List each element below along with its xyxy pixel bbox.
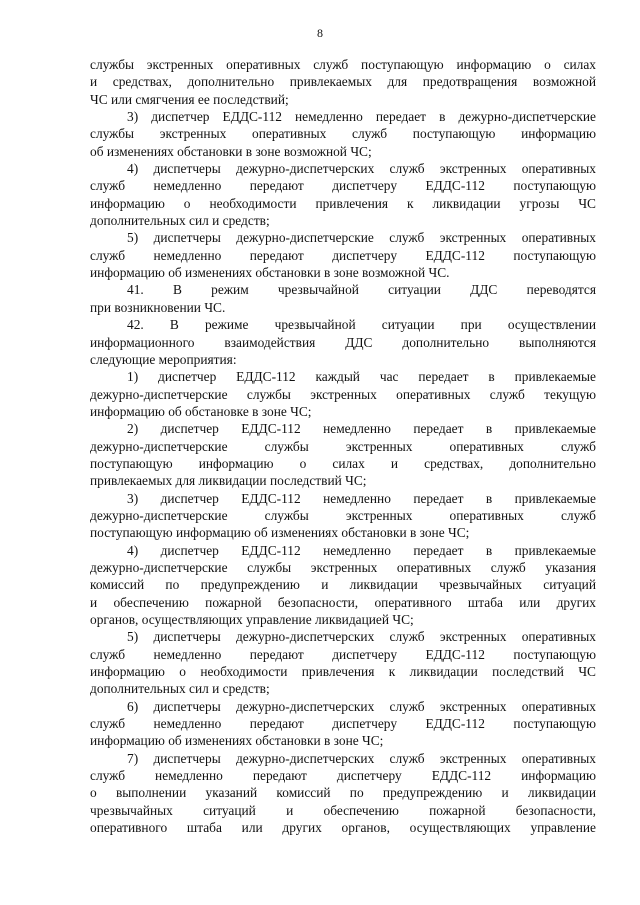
text-line: дежурно-диспетчерские службы экстренных оперативных служб	[90, 507, 596, 523]
text-line: информацию об изменениях обстановки в зоне возможной ЧС.	[90, 265, 450, 281]
text-line: о выполнении указаний комиссий по предупреждению и ликвидации	[90, 785, 596, 801]
text-line: информацию об изменениях обстановки в зоне ЧС;	[90, 733, 384, 749]
text-line: дежурно-диспетчерские службы экстренных оперативных служб указания	[90, 559, 596, 575]
text-line: и средствах, дополнительно привлекаемых для предотвращения возможной	[90, 74, 596, 90]
text-line: служб немедленно передают диспетчеру ЕДДС-112 поступающую	[90, 716, 596, 732]
text-line: дополнительных сил и средств;	[90, 681, 270, 697]
text-line: информацию об обстановке в зоне ЧС;	[90, 403, 312, 419]
text-line: информацию о необходимости привлечения к ликвидации угрозы ЧС	[90, 195, 596, 211]
page-number: 8	[317, 26, 323, 40]
paragraph-first-line: 2) диспетчер ЕДДС-112 немедленно передает в привлекаемые	[127, 421, 596, 437]
text-line: ЧС или смягчения ее последствий;	[90, 91, 289, 107]
text-line: служб немедленно передают диспетчеру ЕДДС-112 поступающую	[90, 646, 596, 662]
text-line: службы экстренных оперативных служб поступающую информацию	[90, 126, 596, 142]
paragraph-first-line: 3) диспетчер ЕДДС-112 немедленно передает в дежурно-диспетчерские	[127, 109, 596, 125]
text-line: об изменениях обстановки в зоне возможной ЧС;	[90, 143, 372, 159]
text-line: дежурно-диспетчерские службы экстренных оперативных служб текущую	[90, 386, 596, 402]
text-line: оперативного штаба или других органов, осуществляющих управление	[90, 820, 596, 836]
text-line: дополнительных сил и средств;	[90, 213, 270, 229]
paragraph-first-line: 7) диспетчеры дежурно-диспетчерских служб экстренных оперативных	[127, 750, 596, 766]
text-line: комиссий по предупреждению и ликвидации чрезвычайных ситуаций	[90, 577, 596, 593]
paragraph-first-line: 5) диспетчеры дежурно-диспетчерские служб экстренных оперативных	[127, 230, 596, 246]
document-body	[90, 56, 596, 836]
paragraph-first-line: 3) диспетчер ЕДДС-112 немедленно передает в привлекаемые	[127, 490, 596, 506]
text-line: поступающую информацию о силах и средствах, дополнительно	[90, 455, 596, 471]
text-line: привлекаемых для ликвидации последствий ЧС;	[90, 473, 367, 489]
paragraph-first-line: 1) диспетчер ЕДДС-112 каждый час передает в привлекаемые	[127, 369, 596, 385]
text-line: следующие мероприятия:	[90, 351, 237, 367]
text-line: информацию о необходимости привлечения к ликвидации последствий ЧС	[90, 664, 596, 680]
text-line: службы экстренных оперативных служб поступающую информацию о силах	[90, 57, 596, 72]
text-line: поступающую информацию об изменениях обстановки в зоне ЧС;	[90, 525, 470, 541]
text-line: дежурно-диспетчерские службы экстренных оперативных служб	[90, 438, 596, 454]
paragraph-first-line: 4) диспетчер ЕДДС-112 немедленно передает в привлекаемые	[127, 542, 596, 558]
paragraph-first-line: 4) диспетчеры дежурно-диспетчерских служб экстренных оперативных	[127, 161, 596, 177]
text-line: при возникновении ЧС.	[90, 299, 226, 315]
text-line: чрезвычайных ситуаций и обеспечению пожарной безопасности,	[90, 802, 596, 818]
text-line: органов, осуществляющих управление ликвидацией ЧС;	[90, 612, 414, 627]
paragraph-first-line: 6) диспетчеры дежурно-диспетчерских служб экстренных оперативных	[127, 698, 596, 714]
paragraph-first-line: 42. В режиме чрезвычайной ситуации при осуществлении	[127, 317, 596, 333]
text-line: служб немедленно передают диспетчеру ЕДДС-112 поступающую	[90, 247, 596, 263]
text-line: информационного взаимодействия ДДС дополнительно выполняются	[90, 334, 596, 350]
text-line: служб немедленно передают диспетчеру ЕДДС-112 поступающую	[90, 178, 596, 194]
text-line: и обеспечению пожарной безопасности, оперативного штаба или других	[90, 594, 596, 610]
paragraph-first-line: 41. В режим чрезвычайной ситуации ДДС переводятся	[127, 282, 596, 298]
text-line: служб немедленно передают диспетчеру ЕДДС-112 информацию	[90, 768, 596, 784]
paragraph-first-line: 5) диспетчеры дежурно-диспетчерских служб экстренных оперативных	[127, 629, 596, 645]
